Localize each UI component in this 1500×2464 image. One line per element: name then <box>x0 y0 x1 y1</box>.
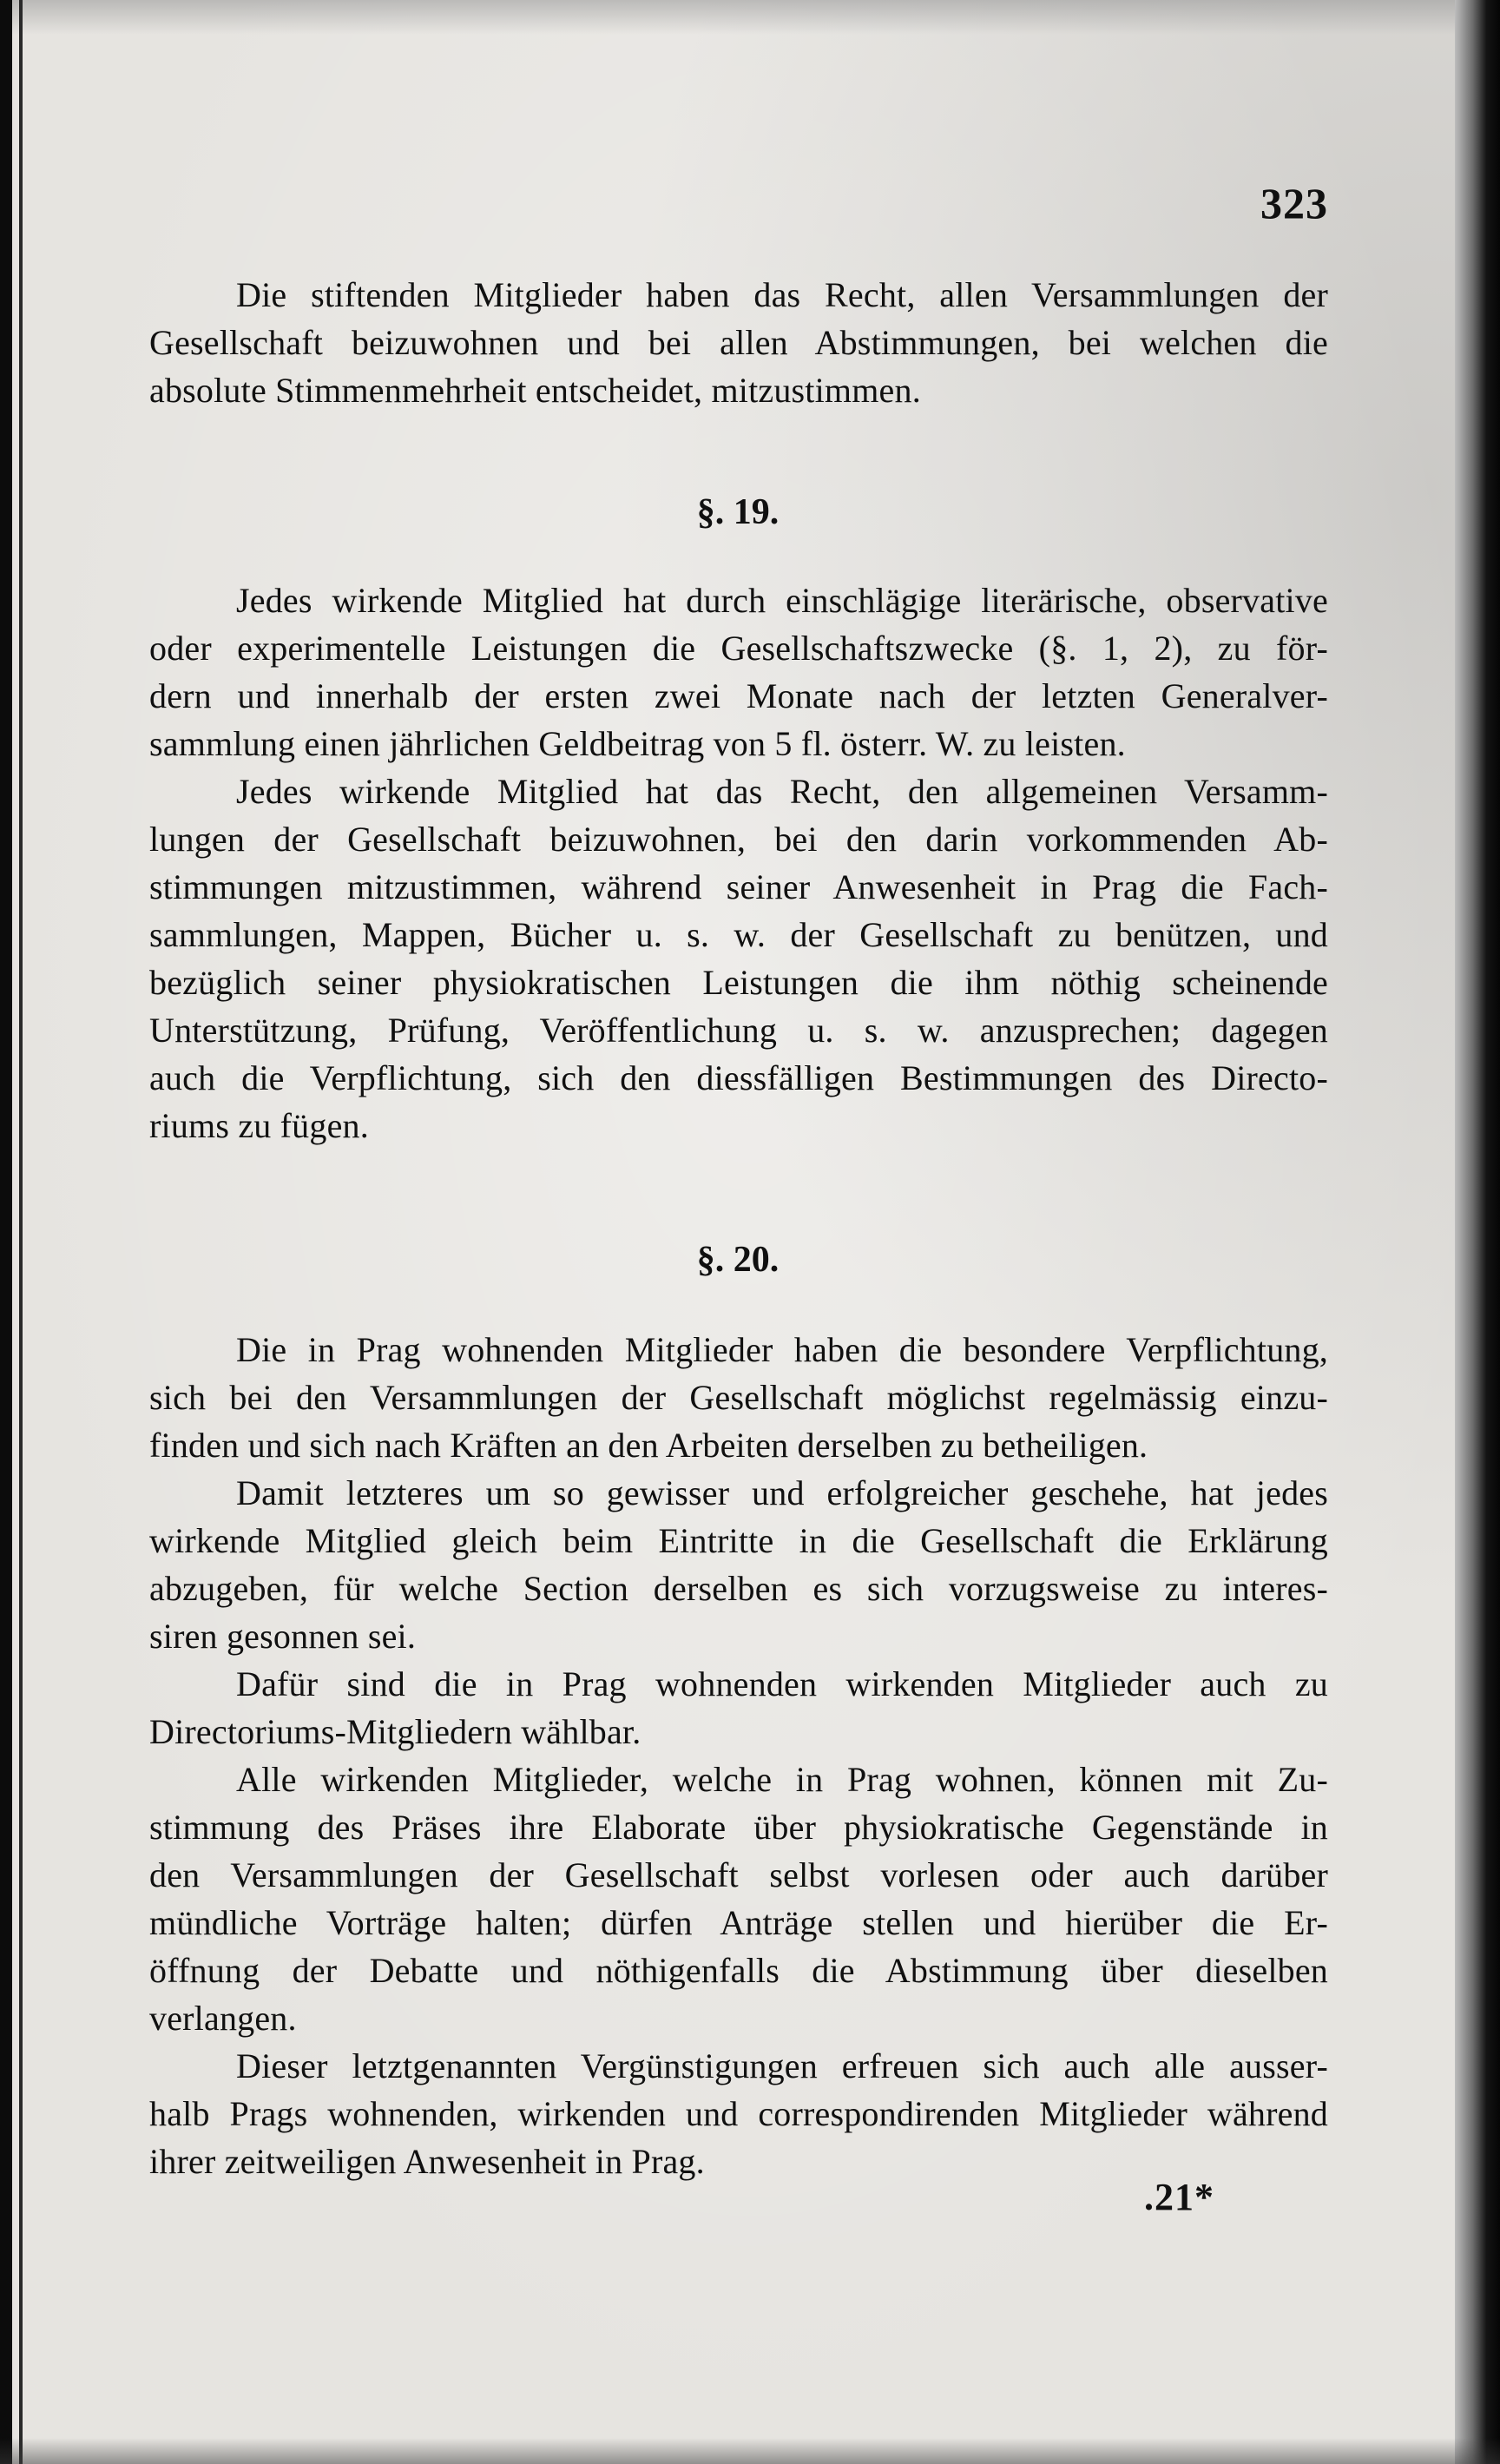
text-line: öffnung der Debatte und nöthigenfalls die Abstimmung über dieselben <box>149 1951 1328 1990</box>
page-right-shadow <box>1455 0 1500 2464</box>
page-top-shadow <box>0 0 1500 35</box>
text-line: Dafür sind die in Prag wohnenden wirkenden Mitglieder auch zu <box>236 1664 1328 1703</box>
text-line: den Versammlungen der Gesellschaft selbst vorlesen oder auch darüber <box>149 1855 1328 1894</box>
text-line: siren gesonnen sei. <box>149 1617 417 1656</box>
text-line: Directoriums-Mitgliedern wählbar. <box>149 1712 641 1751</box>
text-line: Die stiftenden Mitglieder haben das Recht, allen Versammlungen der <box>236 275 1328 314</box>
text-line: riums zu fügen. <box>149 1106 369 1145</box>
text-line: sich bei den Versammlungen der Gesellschaft möglichst regelmässig einzu- <box>149 1378 1328 1417</box>
paragraph-19-2 <box>149 768 1328 1150</box>
text-line: Damit letzteres um so gewisser und erfolgreicher geschehe, hat jedes <box>236 1473 1328 1512</box>
text-line: abzugeben, für welche Section derselben es sich vorzugsweise zu interes- <box>149 1569 1328 1608</box>
text-line: finden und sich nach Kräften an den Arbeiten derselben zu betheiligen. <box>149 1426 1148 1465</box>
paragraph-19-1 <box>149 576 1328 768</box>
text-line: wirkende Mitglied gleich beim Eintritte in die Gesellschaft die Erklärung <box>149 1521 1328 1560</box>
signature-mark: .21* <box>1144 2176 1214 2218</box>
text-line: Unterstützung, Prüfung, Veröffentlichung u. s. w. anzusprechen; dagegen <box>149 1011 1328 1050</box>
page-left-rule <box>19 0 23 2464</box>
text-line: halb Prags wohnenden, wirkenden und correspondirenden Mitglieder während <box>149 2094 1328 2133</box>
text-line: Alle wirkenden Mitglieder, welche in Prag wohnen, können mit Zu- <box>236 1760 1328 1799</box>
paragraph-stiftende-mitglieder <box>149 271 1328 414</box>
section-heading-20: §. 20. <box>696 1240 780 1280</box>
text-line: lungen der Gesellschaft beizuwohnen, bei den darin vorkommenden Ab- <box>149 820 1328 859</box>
text-line: Gesellschaft beizuwohnen und bei allen Abstimmungen, bei welchen die <box>149 323 1328 362</box>
text-line: absolute Stimmenmehrheit entscheidet, mitzustimmen. <box>149 371 921 410</box>
text-line: ihrer zeitweiligen Anwesenheit in Prag. <box>149 2142 705 2181</box>
text-line: Die in Prag wohnenden Mitglieder haben die besondere Verpflichtung, <box>236 1330 1328 1369</box>
text-line: sammlung einen jährlichen Geldbeitrag von 5 fl. österr. W. zu leisten. <box>149 724 1126 763</box>
text-line: sammlungen, Mappen, Bücher u. s. w. der Gesellschaft zu benützen, und <box>149 915 1328 954</box>
section-heading-19: §. 19. <box>696 492 780 532</box>
text-line: bezüglich seiner physiokratischen Leistungen die ihm nöthig scheinende <box>149 963 1328 1002</box>
text-line: stimmungen mitzustimmen, während seiner Anwesenheit in Prag die Fach- <box>149 867 1328 906</box>
page-number: 323 <box>1260 179 1328 227</box>
text-line: mündliche Vorträge halten; dürfen Anträge stellen und hierüber die Er- <box>149 1903 1328 1942</box>
text-line: Jedes wirkende Mitglied hat durch einschlägige literärische, observative <box>236 581 1328 620</box>
paragraph-20-1 <box>149 1326 1328 1469</box>
page-left-border <box>0 0 12 2464</box>
paragraph-20-5 <box>149 2042 1328 2185</box>
text-line: dern und innerhalb der ersten zwei Monate nach der letzten Generalver- <box>149 676 1328 715</box>
paragraph-20-3 <box>149 1660 1328 1756</box>
text-line: auch die Verpflichtung, sich den diessfälligen Bestimmungen des Directo- <box>149 1058 1328 1097</box>
text-line: stimmung des Präses ihre Elaborate über physiokratische Gegenstände in <box>149 1808 1328 1847</box>
paragraph-20-4 <box>149 1756 1328 2042</box>
text-line: Jedes wirkende Mitglied hat das Recht, den allgemeinen Versamm- <box>236 772 1328 811</box>
text-line: Dieser letztgenannten Vergünstigungen erfreuen sich auch alle ausser- <box>236 2046 1328 2085</box>
paragraph-20-2 <box>149 1469 1328 1660</box>
page-bottom-shadow <box>0 2438 1500 2464</box>
text-line: oder experimentelle Leistungen die Gesellschaftszwecke (§. 1, 2), zu för- <box>149 629 1328 668</box>
text-line: verlangen. <box>149 1999 297 2038</box>
